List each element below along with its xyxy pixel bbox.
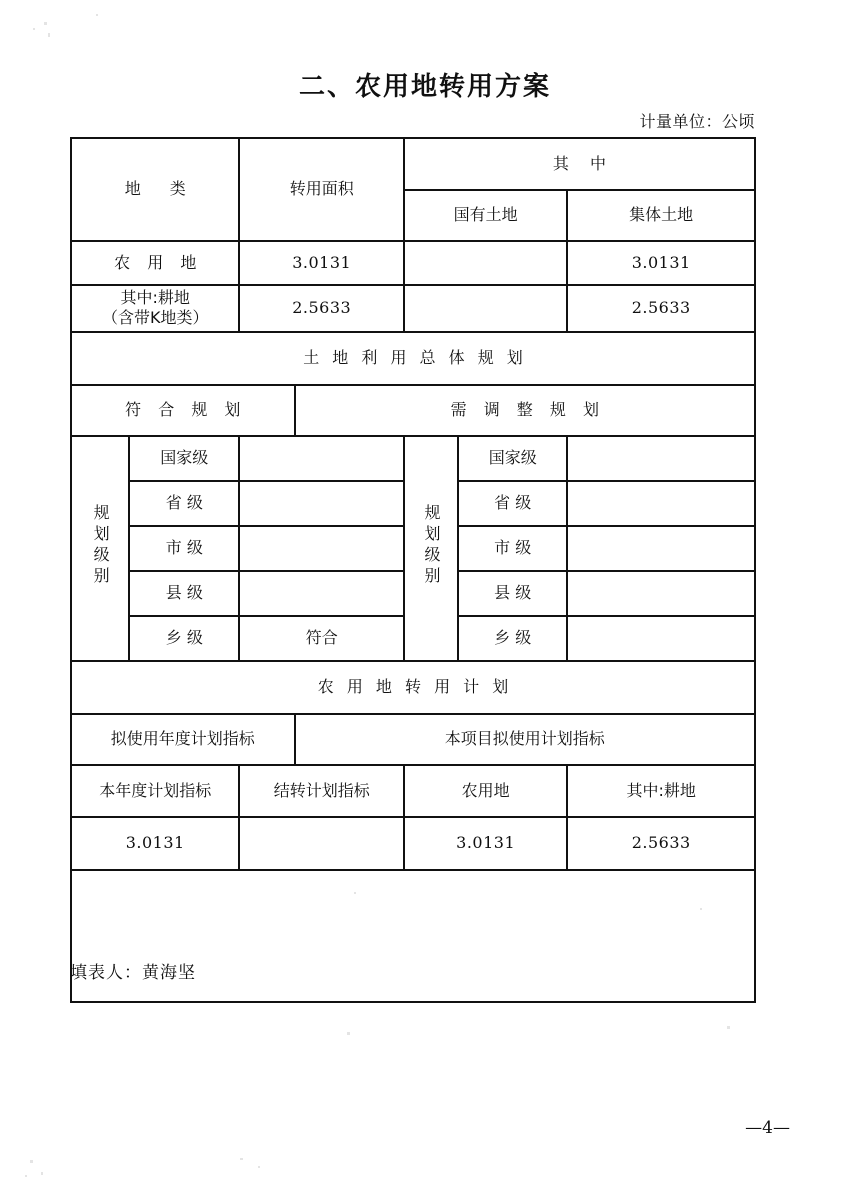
header-among-which: 其 中 (404, 138, 755, 190)
measurement-unit-note: 计量单位：公顷 (639, 112, 755, 131)
land-conversion-table (70, 137, 756, 1003)
value-adjustment-level-county (567, 571, 755, 616)
scan-speckle (25, 1175, 27, 1177)
cell-adjustment-level-township: 乡 级 (458, 616, 567, 661)
header-annual-quota-group: 拟使用年度计划指标 (71, 714, 295, 765)
cell-adjustment-level-provincial: 省 级 (458, 481, 567, 526)
page-number: —4— (745, 1118, 790, 1138)
cell-conforming-level-county: 县 级 (129, 571, 239, 616)
header-converted-area: 转用面积 (239, 138, 403, 241)
table-header-row-1 (71, 138, 755, 190)
header-agricultural-land-quota: 农用地 (404, 765, 567, 817)
value-conforming-level-municipal (239, 526, 403, 571)
value-conforming-level-township: 符合 (239, 616, 403, 661)
table-row-quota-headers (71, 765, 755, 817)
scan-speckle (41, 1172, 43, 1175)
label-conforming-plan-level-text: 规划级别 (91, 503, 111, 588)
cell-land-type-cultivated (71, 285, 239, 332)
header-carried-over-quota: 结转计划指标 (239, 765, 403, 817)
table-row-cultivated-land (71, 285, 755, 332)
cell-adjustment-level-county: 县 级 (458, 571, 567, 616)
scan-speckle (240, 1158, 243, 1160)
form-filler-label: 填表人：黄海坚 (70, 963, 196, 983)
cell-converted-area-agricultural: 3.0131 (239, 241, 403, 285)
header-state-owned-land: 国有土地 (404, 190, 567, 241)
table-row-agricultural-land (71, 241, 755, 285)
header-current-year-quota: 本年度计划指标 (71, 765, 239, 817)
value-conforming-level-national (239, 436, 403, 481)
cell-collective-cultivated: 2.5633 (567, 285, 755, 332)
table-band-overall-plan (71, 332, 755, 385)
value-carried-over-quota (239, 817, 403, 870)
table-row-quota-groups (71, 714, 755, 765)
cell-adjustment-level-national: 国家级 (458, 436, 567, 481)
header-collective-land: 集体土地 (567, 190, 755, 241)
cell-state-owned-cultivated (404, 285, 567, 332)
header-project-quota-group: 本项目拟使用计划指标 (295, 714, 755, 765)
scan-speckle (48, 33, 50, 37)
value-adjustment-level-provincial (567, 481, 755, 526)
scan-speckle (96, 14, 98, 16)
label-adjustment-plan-level-text: 规划级别 (422, 503, 441, 588)
cell-collective-agricultural: 3.0131 (567, 241, 755, 285)
band-overall-land-use-plan: 土 地 利 用 总 体 规 划 (71, 332, 755, 385)
label-adjustment-plan-level (404, 436, 458, 661)
band-needs-adjustment-plan: 需 调 整 规 划 (295, 385, 755, 436)
value-agricultural-land-quota: 3.0131 (404, 817, 567, 870)
value-cultivated-land-quota: 2.5633 (567, 817, 755, 870)
value-adjustment-level-national (567, 436, 755, 481)
value-current-year-quota: 3.0131 (71, 817, 239, 870)
cell-conforming-level-municipal: 市 级 (129, 526, 239, 571)
header-cultivated-land-quota: 其中:耕地 (567, 765, 755, 817)
scan-speckle (44, 22, 47, 25)
scan-speckle (30, 1160, 33, 1163)
cell-state-owned-agricultural (404, 241, 567, 285)
cell-conforming-level-national: 国家级 (129, 436, 239, 481)
label-conforming-plan-level (71, 436, 129, 661)
band-conforming-plan: 符 合 规 划 (71, 385, 295, 436)
page-title: 二、农用地转用方案 (298, 72, 551, 102)
cell-conforming-level-provincial: 省 级 (129, 481, 239, 526)
table-row-quota-values (71, 817, 755, 870)
scan-speckle (727, 1026, 730, 1029)
cell-converted-area-cultivated: 2.5633 (239, 285, 403, 332)
scan-speckle (347, 1032, 350, 1035)
scan-speckle (258, 1166, 260, 1168)
cell-land-type-agricultural: 农 用 地 (71, 241, 239, 285)
value-conforming-level-county (239, 571, 403, 616)
table-band-plan-sections (71, 385, 755, 436)
cell-adjustment-level-municipal: 市 级 (458, 526, 567, 571)
value-adjustment-level-township (567, 616, 755, 661)
header-land-type: 地 类 (71, 138, 239, 241)
cell-conforming-level-township: 乡 级 (129, 616, 239, 661)
scan-speckle (33, 28, 35, 30)
value-adjustment-level-municipal (567, 526, 755, 571)
cell-land-type-cultivated-line2: （含带K地类） (101, 308, 209, 328)
value-conforming-level-provincial (239, 481, 403, 526)
plan-level-row-national (71, 436, 755, 481)
table-band-conversion-plan (71, 661, 755, 714)
cell-land-type-cultivated-line1: 其中:耕地 (120, 288, 190, 307)
band-agricultural-conversion-plan: 农 用 地 转 用 计 划 (71, 661, 755, 714)
